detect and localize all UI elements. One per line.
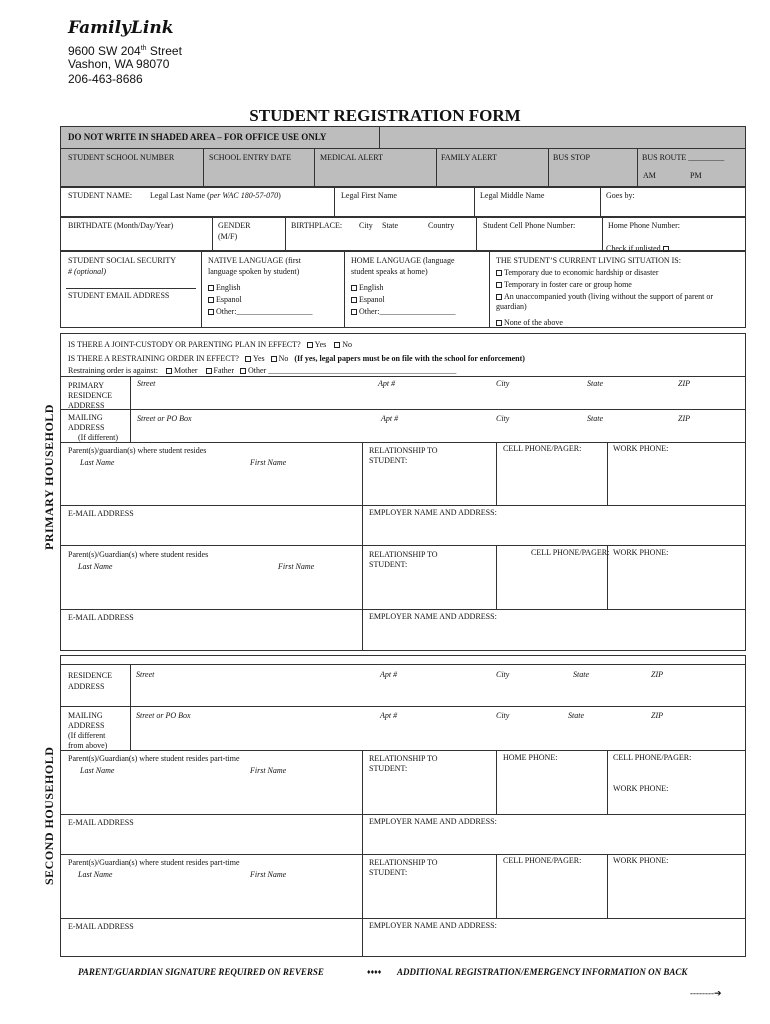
living-2-checkbox[interactable] <box>496 282 502 288</box>
legal-middle-name-label[interactable]: Legal Middle Name <box>480 191 545 200</box>
second-mailing-label-3: (If different <box>68 731 106 740</box>
second-parent2-last[interactable]: Last Name <box>78 870 113 879</box>
birthplace-country: Country <box>428 221 455 230</box>
primary-household-label: PRIMARY HOUSEHOLD <box>42 404 56 550</box>
primary-parent1-last[interactable]: Last Name <box>80 458 115 467</box>
home-phone-label[interactable]: Home Phone Number: <box>608 221 680 230</box>
office-bus-route: BUS ROUTE _________ <box>642 153 725 162</box>
primary-parent2-work[interactable]: WORK PHONE: <box>613 548 669 557</box>
primary-mailing-apt[interactable]: Apt # <box>381 414 399 423</box>
primary-residence-label-3: ADDRESS <box>68 401 105 410</box>
living-option-3[interactable]: An unaccompanied youth (living without the support of parent or <box>496 292 713 302</box>
second-parent1-employer[interactable]: EMPLOYER NAME AND ADDRESS: <box>369 817 497 826</box>
second-street[interactable]: Street <box>136 670 155 679</box>
birthdate-label[interactable]: BIRTHDATE (Month/Day/Year) <box>68 221 174 230</box>
second-parent2-relationship-1[interactable]: RELATIONSHIP TO <box>369 858 438 867</box>
second-parent1-relationship-2: STUDENT: <box>369 764 408 773</box>
second-parent2-work[interactable]: WORK PHONE: <box>613 856 669 865</box>
primary-parent1-relationship-1[interactable]: RELATIONSHIP TO <box>369 446 438 455</box>
address-line-2: Vashon, WA 98070 <box>68 57 170 71</box>
residence-label-1: RESIDENCE <box>68 671 112 680</box>
restraining-no-checkbox[interactable] <box>271 356 277 362</box>
second-parent1-email[interactable]: E-MAIL ADDRESS <box>68 818 134 827</box>
goes-by-label[interactable]: Goes by: <box>606 191 635 200</box>
second-parent2-employer[interactable]: EMPLOYER NAME AND ADDRESS: <box>369 921 497 930</box>
living-option-2[interactable]: Temporary in foster care or group home <box>496 280 632 290</box>
primary-mailing-street[interactable]: Street or PO Box <box>137 414 192 423</box>
home-other-checkbox[interactable] <box>351 309 357 315</box>
office-medical-alert: MEDICAL ALERT <box>320 153 383 162</box>
living-1-checkbox[interactable] <box>496 270 502 276</box>
second-parent2-relationship-2: STUDENT: <box>369 868 408 877</box>
office-family-alert: FAMILY ALERT <box>441 153 497 162</box>
office-school-entry-date: SCHOOL ENTRY DATE <box>209 153 292 162</box>
gender-label[interactable]: GENDER <box>218 221 251 230</box>
check-unlisted[interactable]: Check if unlisted <box>606 244 671 254</box>
primary-parent1-employer[interactable]: EMPLOYER NAME AND ADDRESS: <box>369 508 497 517</box>
second-parent1-label: Parent(s)/Guardian(s) where student resides part-time <box>68 754 240 763</box>
against-mother-checkbox[interactable] <box>166 368 172 374</box>
primary-mailing-label-3: (If different) <box>78 433 119 442</box>
office-banner: DO NOT WRITE IN SHADED AREA – FOR OFFICE USE ONLY <box>68 132 327 142</box>
primary-mailing-state[interactable]: State <box>587 414 603 423</box>
joint-no-checkbox[interactable] <box>334 342 340 348</box>
primary-residence-label-1: PRIMARY <box>68 381 105 390</box>
second-parent2-label: Parent(s)/Guardian(s) where student resides part-time <box>68 858 240 867</box>
second-zip[interactable]: ZIP <box>651 670 663 679</box>
home-english-option[interactable]: English <box>351 283 383 293</box>
primary-street[interactable]: Street <box>137 379 156 388</box>
office-pm: PM <box>690 171 702 180</box>
primary-zip[interactable]: ZIP <box>678 379 690 388</box>
home-language-label-1: HOME LANGUAGE (language <box>351 256 455 265</box>
living-4-checkbox[interactable] <box>496 320 502 326</box>
primary-parent2-cell[interactable]: CELL PHONE/PAGER: <box>531 548 610 557</box>
second-parent2-email[interactable]: E-MAIL ADDRESS <box>68 922 134 931</box>
primary-parent2-relationship-1[interactable]: RELATIONSHIP TO <box>369 550 438 559</box>
native-espanol-checkbox[interactable] <box>208 297 214 303</box>
address-line-1: 9600 SW 204th Street <box>68 44 182 58</box>
legal-first-name-label[interactable]: Legal First Name <box>341 191 397 200</box>
second-parent1-work[interactable]: WORK PHONE: <box>613 784 669 793</box>
birthplace-city: City <box>359 221 373 230</box>
second-mailing-label-1: MAILING <box>68 711 103 720</box>
second-household-section <box>60 655 746 957</box>
office-student-school-number: STUDENT SCHOOL NUMBER <box>68 153 175 162</box>
gender-mf: (M/F) <box>218 232 238 241</box>
native-language-label-2: language spoken by student) <box>208 267 300 276</box>
primary-parent1-first[interactable]: First Name <box>250 458 287 467</box>
against-other-checkbox[interactable] <box>240 368 246 374</box>
native-english-option[interactable]: English <box>208 283 240 293</box>
living-3-checkbox[interactable] <box>496 294 502 300</box>
phone-number: 206-463-8686 <box>68 72 143 86</box>
home-other-option[interactable]: Other:___________________ <box>351 307 455 317</box>
primary-mailing-label-2: ADDRESS <box>68 423 105 432</box>
against-father-checkbox[interactable] <box>206 368 212 374</box>
second-parent1-home-phone[interactable]: HOME PHONE: <box>503 753 558 762</box>
home-espanol-checkbox[interactable] <box>351 297 357 303</box>
office-bus-stop: BUS STOP <box>553 153 590 162</box>
primary-parent2-last[interactable]: Last Name <box>78 562 113 571</box>
second-mailing-label-2: ADDRESS <box>68 721 105 730</box>
primary-parent1-email[interactable]: E-MAIL ADDRESS <box>68 509 134 518</box>
home-english-checkbox[interactable] <box>351 285 357 291</box>
joint-yes-checkbox[interactable] <box>307 342 313 348</box>
native-other-option[interactable]: Other:___________________ <box>208 307 312 317</box>
second-mailing-zip[interactable]: ZIP <box>651 711 663 720</box>
ssn-label-1[interactable]: STUDENT SOCIAL SECURITY <box>68 256 177 265</box>
family-link-logo: FamilyLink <box>68 18 174 38</box>
native-english-checkbox[interactable] <box>208 285 214 291</box>
second-mailing-street[interactable]: Street or PO Box <box>136 711 191 720</box>
living-option-3-cont: guardian) <box>496 302 527 311</box>
primary-apt[interactable]: Apt # <box>378 379 396 388</box>
primary-parent2-employer[interactable]: EMPLOYER NAME AND ADDRESS: <box>369 612 497 621</box>
birthplace-state: State <box>382 221 398 230</box>
primary-parent2-email[interactable]: E-MAIL ADDRESS <box>68 613 134 622</box>
second-mailing-state[interactable]: State <box>568 711 584 720</box>
additional-info-notice: ADDITIONAL REGISTRATION/EMERGENCY INFORMATION ON BACK <box>397 967 688 977</box>
primary-parent2-first[interactable]: First Name <box>278 562 315 571</box>
joint-custody-question: IS THERE A JOINT-CUSTODY OR PARENTING PLAN IN EFFECT? Yes No <box>68 340 353 349</box>
primary-parent1-cell[interactable]: CELL PHONE/PAGER: <box>503 444 582 453</box>
residence-label-2: ADDRESS <box>68 682 105 691</box>
student-cell-phone-label[interactable]: Student Cell Phone Number: <box>483 221 576 230</box>
native-espanol-option[interactable]: Espanol <box>208 295 242 305</box>
primary-residence-label-2: RESIDENCE <box>68 391 112 400</box>
primary-parent2-relationship-2: STUDENT: <box>369 560 408 569</box>
second-mailing-city[interactable]: City <box>496 711 510 720</box>
living-option-4[interactable]: None of the above <box>496 318 563 328</box>
native-language-label-1: NATIVE LANGUAGE (first <box>208 256 301 265</box>
student-email-label[interactable]: STUDENT EMAIL ADDRESS <box>68 291 170 300</box>
second-parent1-first[interactable]: First Name <box>250 766 287 775</box>
primary-mailing-label-1: MAILING <box>68 413 103 422</box>
second-household-label: SECOND HOUSEHOLD <box>42 746 56 885</box>
signature-notice: PARENT/GUARDIAN SIGNATURE REQUIRED ON REVERSE <box>78 967 324 977</box>
second-state[interactable]: State <box>573 670 589 679</box>
second-parent2-cell[interactable]: CELL PHONE/PAGER: <box>503 856 582 865</box>
primary-mailing-zip[interactable]: ZIP <box>678 414 690 423</box>
second-parent1-relationship-1[interactable]: RELATIONSHIP TO <box>369 754 438 763</box>
primary-state[interactable]: State <box>587 379 603 388</box>
second-parent1-cell[interactable]: CELL PHONE/PAGER: <box>613 753 692 762</box>
restraining-against: Restraining order is against: Mother Father Other _______________________________________________ <box>68 366 457 375</box>
birthplace-label[interactable]: BIRTHPLACE: <box>291 221 343 230</box>
primary-parent1-work[interactable]: WORK PHONE: <box>613 444 669 453</box>
primary-parent1-label: Parent(s)/guardian(s) where student resides <box>68 446 207 455</box>
student-name-label: STUDENT NAME: <box>68 191 133 200</box>
primary-mailing-city[interactable]: City <box>496 414 510 423</box>
restraining-yes-checkbox[interactable] <box>245 356 251 362</box>
second-parent2-first[interactable]: First Name <box>250 870 287 879</box>
ssn-label-2: # (optional) <box>68 267 106 276</box>
office-am: AM <box>643 171 656 180</box>
second-apt[interactable]: Apt # <box>380 670 398 679</box>
living-option-1[interactable]: Temporary due to economic hardship or disaster <box>496 268 659 278</box>
primary-parent1-relationship-2: STUDENT: <box>369 456 408 465</box>
home-espanol-option[interactable]: Espanol <box>351 295 385 305</box>
legal-last-name-label[interactable]: Legal Last Name (per WAC 180-57-070) <box>150 191 281 200</box>
native-other-checkbox[interactable] <box>208 309 214 315</box>
second-parent1-last[interactable]: Last Name <box>80 766 115 775</box>
second-city[interactable]: City <box>496 670 510 679</box>
home-language-label-2: student speaks at home) <box>351 267 428 276</box>
living-situation-title: THE STUDENT’S CURRENT LIVING SITUATION IS: <box>496 256 681 265</box>
footer-bullets: ♦♦♦♦ <box>367 968 382 976</box>
primary-parent2-label: Parent(s)/Guardian(s) where student resides <box>68 550 209 559</box>
primary-household-section <box>60 333 746 651</box>
form-title: STUDENT REGISTRATION FORM <box>249 106 521 125</box>
restraining-question: IS THERE A RESTRAINING ORDER IN EFFECT? Yes No (If yes, legal papers must be on file with the school for enforcement) <box>68 354 525 363</box>
primary-city[interactable]: City <box>496 379 510 388</box>
continue-arrow-icon: --------➔ <box>690 988 722 998</box>
second-mailing-apt[interactable]: Apt # <box>380 711 398 720</box>
second-mailing-label-4: from above) <box>68 741 108 750</box>
